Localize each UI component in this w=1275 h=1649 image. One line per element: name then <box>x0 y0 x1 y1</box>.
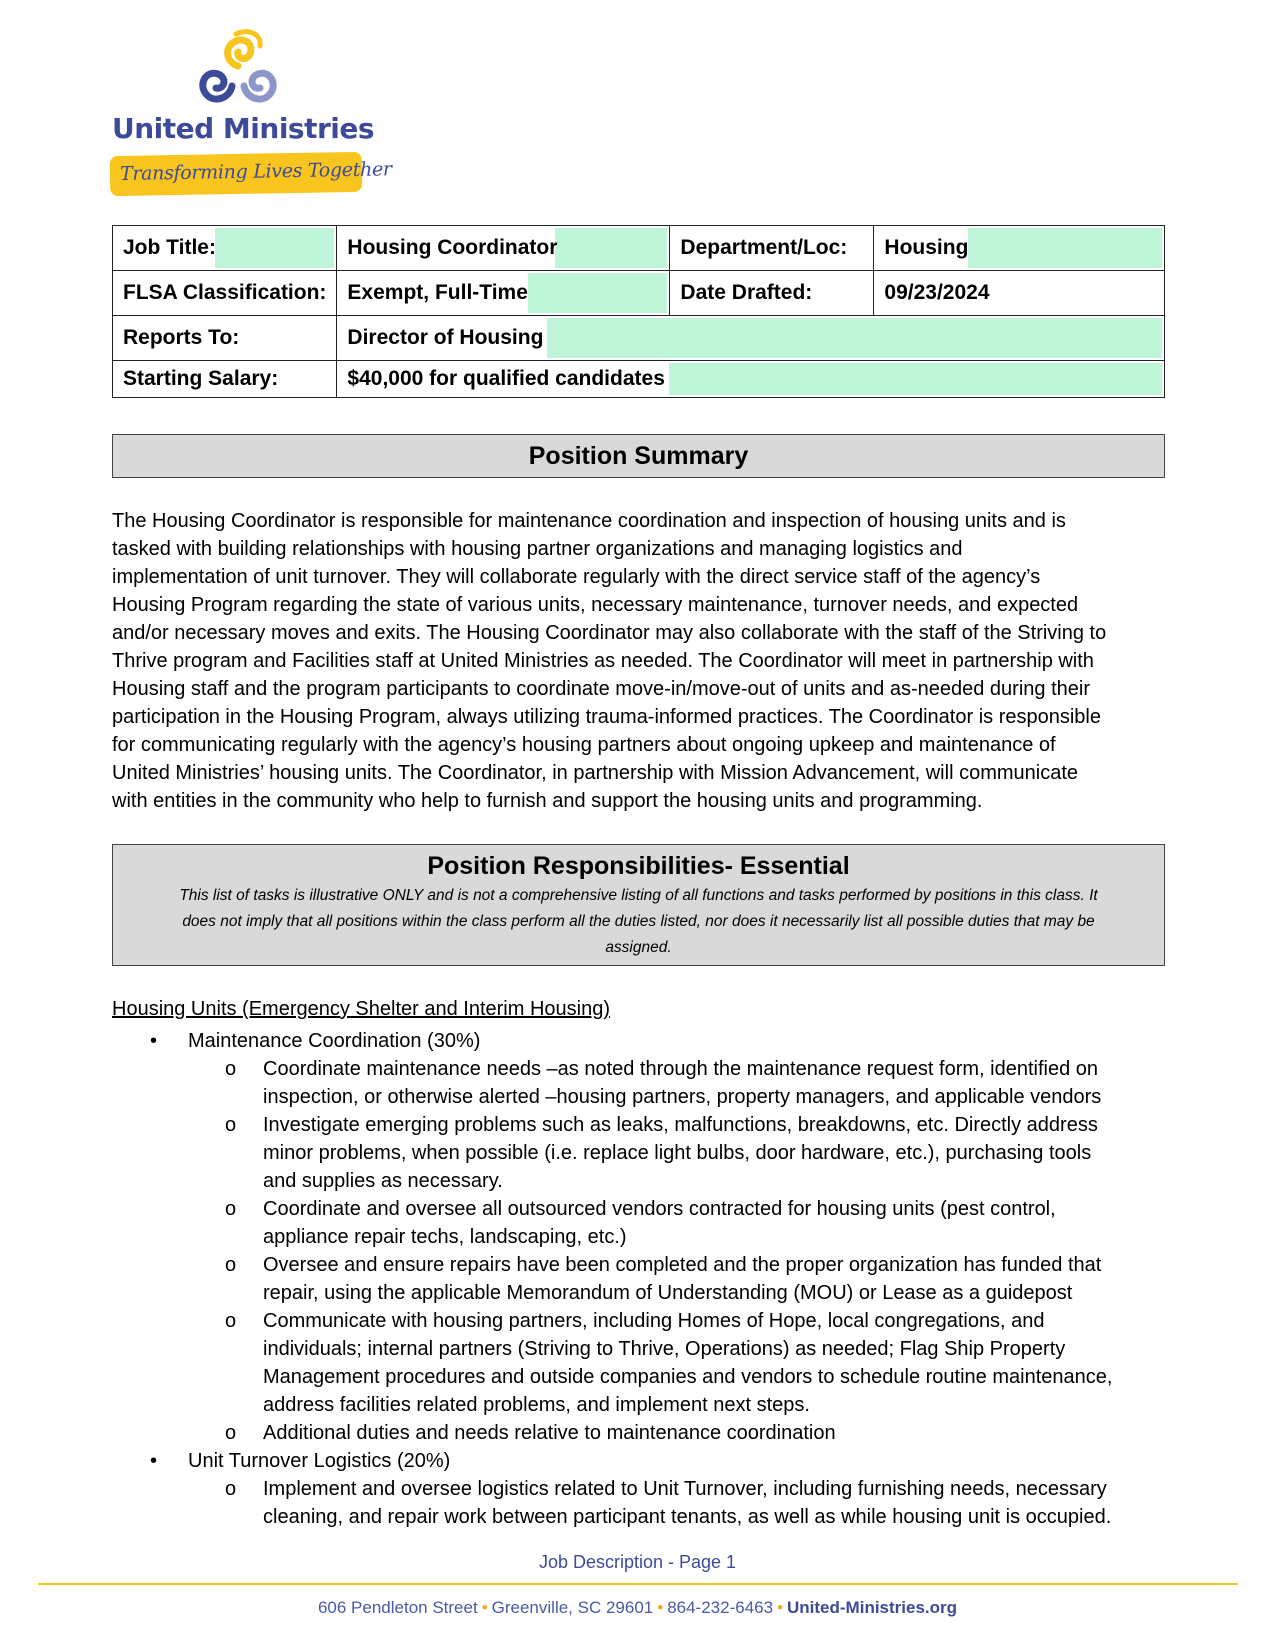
footer-city: Greenville, SC 29601 <box>491 1598 654 1617</box>
reports-label-cell <box>113 316 337 361</box>
sub-item-line: Management procedures and outside companies and vendors to schedule routine maintenance, <box>263 1366 1113 1388</box>
sub-item-line: address facilities related problems, and implement next steps. <box>263 1394 810 1416</box>
summary-line: Housing Program regarding the state of various units, necessary maintenance, turnover needs, and expected <box>112 594 1079 616</box>
sub-item-line: Investigate emerging problems such as leaks, malfunctions, breakdowns, etc. Directly address <box>263 1114 1098 1136</box>
housing-units-subhead: Housing Units (Emergency Shelter and Interim Housing) <box>112 998 610 1020</box>
footer-contact <box>0 1598 1275 1618</box>
date-value-cell <box>874 271 1165 316</box>
job-info-row <box>113 226 1165 271</box>
separator-dot-icon: • <box>777 1598 784 1617</box>
sub-item-line: Implement and oversee logistics related to Unit Turnover, including furnishing needs, necessary <box>263 1478 1107 1500</box>
separator-dot-icon: • <box>481 1598 488 1617</box>
job-title-value: Housing Coordinator <box>347 236 558 259</box>
reports-to-label: Reports To: <box>123 326 240 349</box>
sub-item-line: Coordinate maintenance needs –as noted through the maintenance request form, identified on <box>263 1058 1098 1080</box>
bullet-icon: • <box>150 1450 158 1472</box>
flsa-label-cell <box>113 271 337 316</box>
job-title-label-cell <box>113 226 337 271</box>
position-responsibilities-heading: Position Responsibilities- Essential <box>427 852 850 880</box>
sub-bullet-icon: o <box>225 1422 237 1444</box>
date-label-cell <box>670 271 874 316</box>
sub-bullet-icon: o <box>225 1198 237 1220</box>
summary-line: Housing staff and the program participants to coordinate move-in/move-out of units and as-needed during their <box>112 678 1090 700</box>
date-drafted-value: 09/23/2024 <box>884 281 990 304</box>
sub-bullet-icon: o <box>225 1310 237 1332</box>
summary-line: tasked with building relationships with housing partner organizations and managing logistics and <box>112 538 963 560</box>
position-responsibilities-header <box>112 844 1165 966</box>
sub-item-line: Additional duties and needs relative to maintenance coordination <box>263 1422 836 1444</box>
sub-item-line: appliance repair techs, landscaping, etc.) <box>263 1226 627 1248</box>
summary-line: United Ministries’ housing units. The Coordinator, in partnership with Mission Advancement, will communicate <box>112 762 1079 784</box>
job-info-row <box>113 316 1165 361</box>
position-summary-text <box>112 507 1172 815</box>
logo-tagline-banner <box>110 152 392 196</box>
summary-line: for communicating regularly with the agency’s housing partners about ongoing upkeep and maintenance of <box>112 734 1056 756</box>
department-value: Housing <box>884 236 969 259</box>
responsibilities-disclaimer <box>113 883 1164 961</box>
separator-dot-icon: • <box>657 1598 664 1617</box>
salary-value-cell <box>337 361 1165 398</box>
flsa-value-cell <box>337 271 670 316</box>
page-number: Job Description - Page 1 <box>538 1552 737 1572</box>
summary-line: The Housing Coordinator is responsible for maintenance coordination and inspection of housing units and is <box>112 510 1066 532</box>
sub-bullet-icon: o <box>225 1058 237 1080</box>
summary-line: with entities in the community who help to furnish and support the housing units and programming. <box>112 790 983 812</box>
sub-item-line: and supplies as necessary. <box>263 1170 503 1192</box>
sub-bullet-icon: o <box>225 1478 237 1500</box>
footer-phone: 864-232-6463 <box>667 1598 774 1617</box>
department-label-cell <box>670 226 874 271</box>
starting-salary-value: $40,000 for qualified candidates <box>347 367 665 390</box>
sub-item-line: Communicate with housing partners, including Homes of Hope, local congregations, and <box>263 1310 1045 1332</box>
starting-salary-label: Starting Salary: <box>123 367 279 390</box>
sub-item-line: inspection, or otherwise alerted –housing partners, property managers, and applicable vendors <box>263 1086 1102 1108</box>
job-info-row <box>113 361 1165 398</box>
sub-item-line: cleaning, and repair work between participant tenants, as well as while housing unit is occupied. <box>263 1506 1112 1528</box>
reports-to-value: Director of Housing <box>347 326 544 349</box>
logo-tagline: Transforming Lives Together <box>119 158 392 186</box>
job-info-table <box>112 225 1165 398</box>
summary-line: Thrive program and Facilities staff at United Ministries as needed. The Coordinator will meet in partnership with <box>112 650 1094 672</box>
list-item-label: Unit Turnover Logistics (20%) <box>188 1450 451 1472</box>
job-info-row <box>113 271 1165 316</box>
job-title-value-cell <box>337 226 670 271</box>
summary-line: implementation of unit turnover. They will collaborate regularly with the direct service staff of the agency’s <box>112 566 1041 588</box>
sub-item-line: repair, using the applicable Memorandum of Understanding (MOU) or Lease as a guidepost <box>263 1282 1073 1304</box>
sub-item-line: individuals; internal partners (Striving to Thrive, Operations) as needed; Flag Ship Property <box>263 1338 1066 1360</box>
position-summary-header <box>112 434 1165 478</box>
summary-line: participation in the Housing Program, always utilizing trauma-informed practices. The Coordinator is responsible <box>112 706 1101 728</box>
sub-bullet-icon: o <box>225 1114 237 1136</box>
footer-divider <box>38 1583 1238 1585</box>
flsa-label: FLSA Classification: <box>123 281 327 304</box>
sub-item-line: Oversee and ensure repairs have been completed and the proper organization has funded that <box>263 1254 1102 1276</box>
footer-website-link[interactable]: United-Ministries.org <box>787 1598 958 1617</box>
logo-swirl-icon <box>188 28 288 110</box>
department-value-cell <box>874 226 1165 271</box>
disclaimer-line: This list of tasks is illustrative ONLY and is not a comprehensive listing of all functions and tasks performed by positions in this class. It <box>179 887 1098 904</box>
date-drafted-label: Date Drafted: <box>680 281 813 304</box>
united-ministries-logo <box>110 28 392 198</box>
disclaimer-line: assigned. <box>605 939 672 956</box>
sub-bullet-icon: o <box>225 1254 237 1276</box>
position-summary-heading: Position Summary <box>528 442 749 470</box>
job-title-label: Job Title: <box>123 236 216 259</box>
logo-name: United Ministries <box>112 112 375 145</box>
summary-line: and/or necessary moves and exits. The Housing Coordinator may also collaborate with the staff of the Striving to <box>112 622 1107 644</box>
bullet-icon: • <box>150 1030 158 1052</box>
salary-label-cell <box>113 361 337 398</box>
footer-address: 606 Pendleton Street <box>317 1598 478 1617</box>
sub-item-line: Coordinate and oversee all outsourced vendors contracted for housing units (pest control, <box>263 1198 1056 1220</box>
sub-item-line: minor problems, when possible (i.e. replace light bulbs, door hardware, etc.), purchasing tools <box>263 1142 1092 1164</box>
reports-value-cell <box>337 316 1165 361</box>
disclaimer-line: does not imply that all positions within the class perform all the duties listed, nor does it necessarily list all possible duties that may be <box>182 913 1095 930</box>
department-label: Department/Loc: <box>680 236 848 259</box>
flsa-value: Exempt, Full-Time <box>347 281 528 304</box>
list-item-label: Maintenance Coordination (30%) <box>188 1030 481 1052</box>
